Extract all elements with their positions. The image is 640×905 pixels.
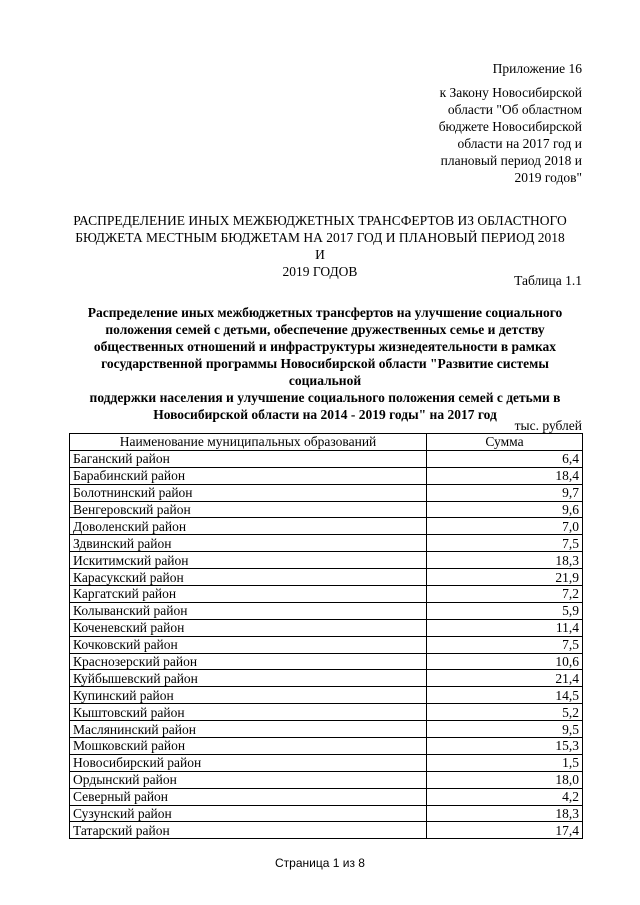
municipality-name: Здвинский район [70,535,427,552]
header-amount: Сумма [427,434,583,451]
municipality-name: Маслянинский район [70,721,427,738]
table-title-line: положения семей с детьми, обеспечение дружественных семье и детству [105,322,545,337]
appendix-line: бюджете Новосибирской [438,119,582,134]
table-row [70,450,583,467]
table-row [70,805,583,822]
amount-value: 21,4 [427,670,583,687]
table-body [70,450,583,838]
appendix-line: области на 2017 год и [457,136,582,151]
appendix-line: плановый период 2018 и [440,153,582,168]
table-title-line: Новосибирской области на 2014 - 2019 годы" на 2017 год [153,407,497,422]
table-number: Таблица 1.1 [514,273,582,288]
amount-value: 18,3 [427,552,583,569]
municipality-name: Кыштовский район [70,704,427,721]
amount-value: 9,5 [427,721,583,738]
amount-value: 10,6 [427,653,583,670]
table-row [70,754,583,771]
amount-value: 7,2 [427,586,583,603]
table-row [70,822,583,839]
municipality-name: Каргатский район [70,586,427,603]
table-title [70,304,580,423]
municipality-name: Венгеровский район [70,501,427,518]
appendix-line: 2019 годов" [514,170,582,185]
municipality-name: Колыванский район [70,602,427,619]
municipality-name: Барабинский район [70,467,427,484]
municipality-name: Сузунский район [70,805,427,822]
table-row [70,704,583,721]
document-title-line: РАСПРЕДЕЛЕНИЕ ИНЫХ МЕЖБЮДЖЕТНЫХ ТРАНСФЕРТОВ ИЗ ОБЛАСТНОГО [73,213,567,228]
amount-value: 21,9 [427,569,583,586]
municipality-name: Баганский район [70,450,427,467]
municipality-name: Ордынский район [70,771,427,788]
municipality-name: Карасукский район [70,569,427,586]
amount-value: 7,5 [427,535,583,552]
units-label: тыс. рублей [514,418,582,433]
amount-value: 15,3 [427,738,583,755]
municipality-name: Татарский район [70,822,427,839]
table-title-line: общественных отношений и инфраструктуры жизнедеятельности в рамках [93,339,557,354]
table-row [70,569,583,586]
municipality-name: Северный район [70,788,427,805]
amount-value: 1,5 [427,754,583,771]
municipality-name: Кочковский район [70,636,427,653]
amount-value: 14,5 [427,687,583,704]
table-row [70,687,583,704]
appendix-line: к Закону Новосибирской [439,85,582,100]
municipality-name: Краснозерский район [70,653,427,670]
municipality-name: Коченевский район [70,619,427,636]
amount-value: 11,4 [427,619,583,636]
table-row [70,636,583,653]
amount-value: 18,4 [427,467,583,484]
document-title-line: БЮДЖЕТА МЕСТНЫМ БЮДЖЕТАМ НА 2017 ГОД И ПЛАНОВЫЙ ПЕРИОД 2018 И [75,230,565,262]
municipality-name: Доволенский район [70,518,427,535]
header-municipality: Наименование муниципальных образований [70,434,427,451]
table-row [70,518,583,535]
table-row [70,467,583,484]
appendix-block [382,60,582,186]
amount-value: 5,2 [427,704,583,721]
municipality-name: Купинский район [70,687,427,704]
table-row [70,788,583,805]
amount-value: 7,0 [427,518,583,535]
amount-value: 5,9 [427,602,583,619]
table-row [70,501,583,518]
amount-value: 18,0 [427,771,583,788]
table-row [70,771,583,788]
table-row [70,602,583,619]
table-row [70,670,583,687]
table-title-line: поддержки населения и улучшение социального положения семей с детьми в [89,390,561,405]
municipality-name: Куйбышевский район [70,670,427,687]
transfers-table [69,433,583,839]
amount-value: 17,4 [427,822,583,839]
municipality-name: Мошковский район [70,738,427,755]
table-row [70,721,583,738]
table-row [70,552,583,569]
document-title [70,212,570,280]
table-title-line: государственной программы Новосибирской области "Развитие системы социальной [101,356,549,388]
table-row [70,484,583,501]
municipality-name: Болотнинский район [70,484,427,501]
municipality-name: Новосибирский район [70,754,427,771]
municipality-name: Искитимский район [70,552,427,569]
appendix-number: Приложение 16 [492,61,582,76]
appendix-line: области "Об областном [447,102,582,117]
amount-value: 7,5 [427,636,583,653]
amount-value: 9,7 [427,484,583,501]
table-row [70,535,583,552]
table-title-line: Распределение иных межбюджетных трансфертов на улучшение социального [87,305,563,320]
table-row [70,738,583,755]
table-row [70,586,583,603]
table-row [70,619,583,636]
table-row [70,653,583,670]
page-footer: Страница 1 из 8 [275,856,365,870]
amount-value: 6,4 [427,450,583,467]
amount-value: 18,3 [427,805,583,822]
document-title-line: 2019 ГОДОВ [282,264,358,279]
table-header-row [70,434,583,451]
amount-value: 4,2 [427,788,583,805]
amount-value: 9,6 [427,501,583,518]
